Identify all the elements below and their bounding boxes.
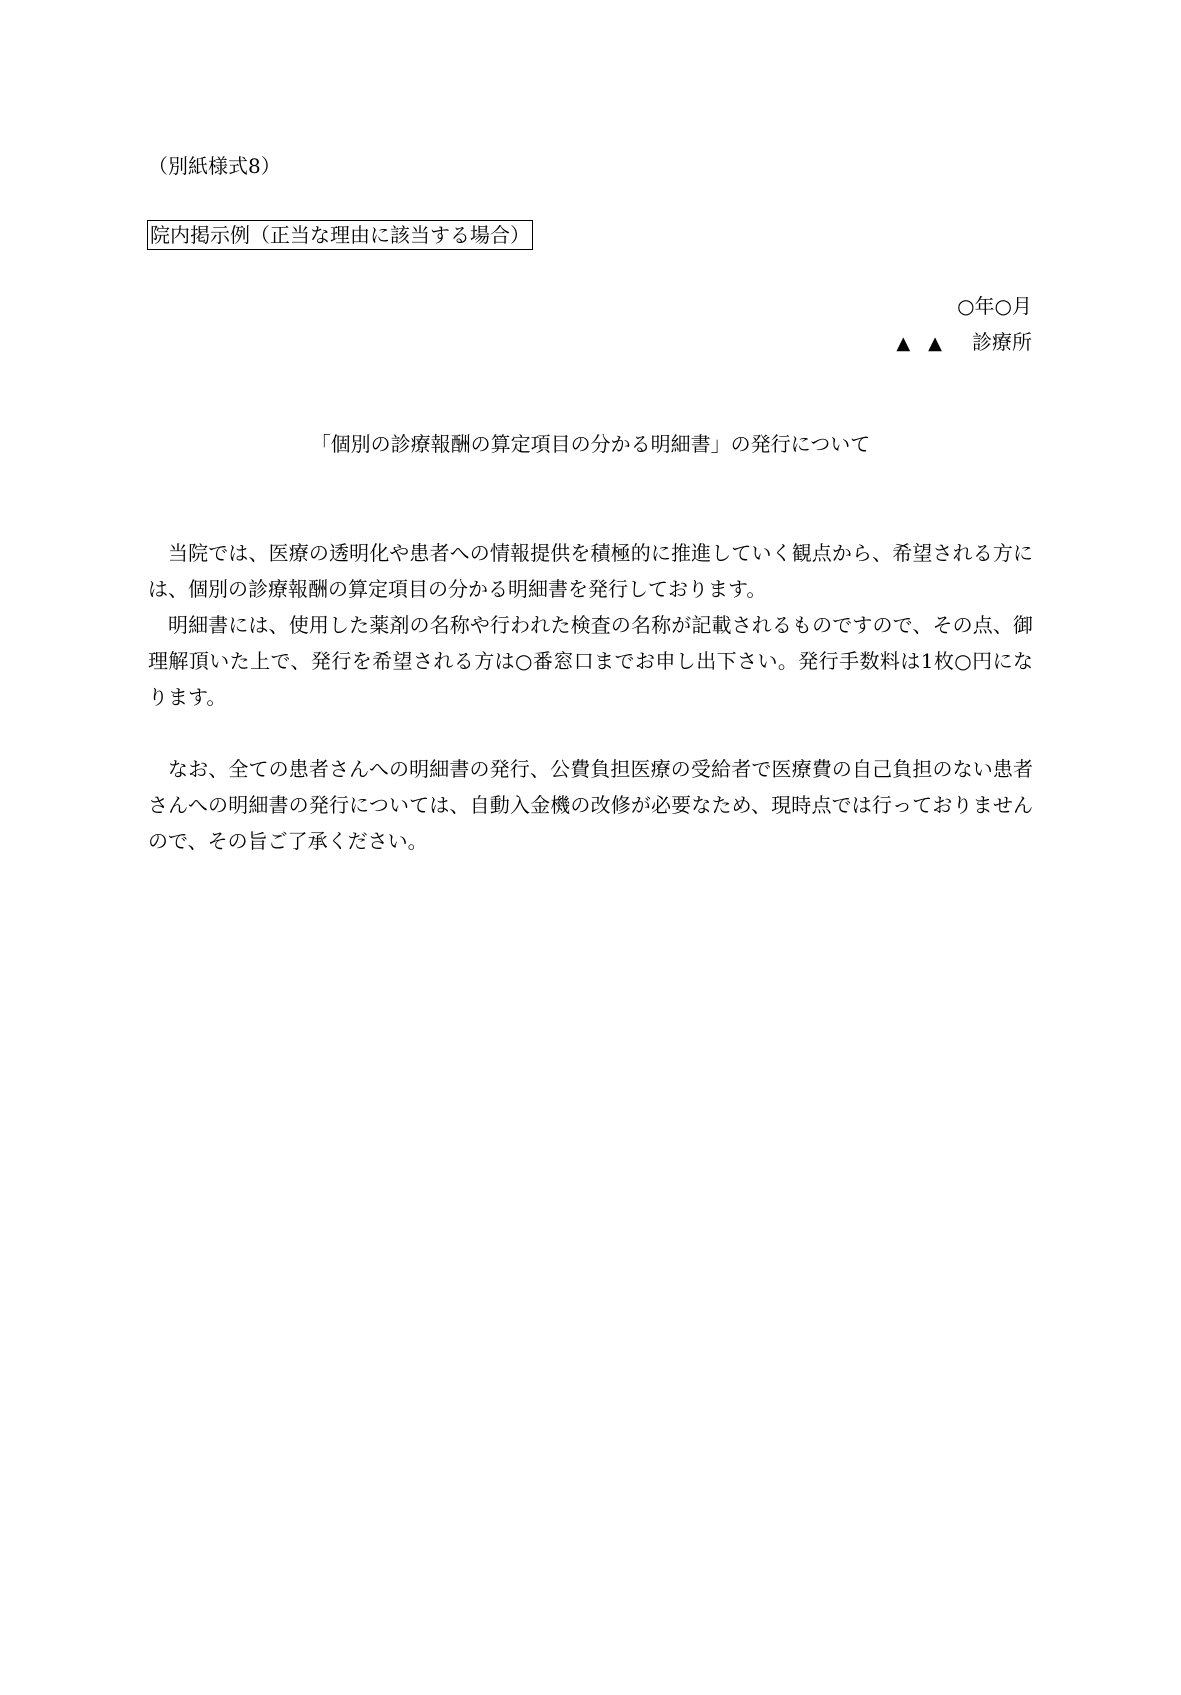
form-label: （別紙様式8） [148, 154, 281, 178]
triangle-mark-icon: ▲ [928, 333, 942, 354]
clinic-name: 診療所 [972, 330, 1032, 354]
boxed-heading: 院内掲示例（正当な理由に該当する場合） [147, 220, 533, 250]
clinic-line [896, 328, 1032, 358]
paragraph-intro: 当院では、医療の透明化や患者への情報提供を積極的に推進していく観点から、希望される方には、個別の診療報酬の算定項目の分かる明細書を発行しております。 [148, 541, 1033, 601]
paragraph-details: 明細書には、使用した薬剤の名称や行われた検査の名称が記載されるものですので、その点、御理解頂いた上で、発行を希望される方は○番窓口までお申し出下さい。発行手数料は1枚○円になります。 [148, 613, 1033, 709]
paragraph-notice: なお、全ての患者さんへの明細書の発行、公費負担医療の受給者で医療費の自己負担のない患者さんへの明細書の発行については、自動入金機の改修が必要なため、現時点では行っておりませんので、その旨ご了承ください。 [148, 757, 1033, 853]
document-title: 「個別の診療報酬の算定項目の分かる明細書」の発行について [310, 432, 871, 456]
document-body [148, 535, 1033, 859]
date-line: ○年○月 [957, 294, 1032, 318]
triangle-mark-icon: ▲ [896, 333, 911, 354]
